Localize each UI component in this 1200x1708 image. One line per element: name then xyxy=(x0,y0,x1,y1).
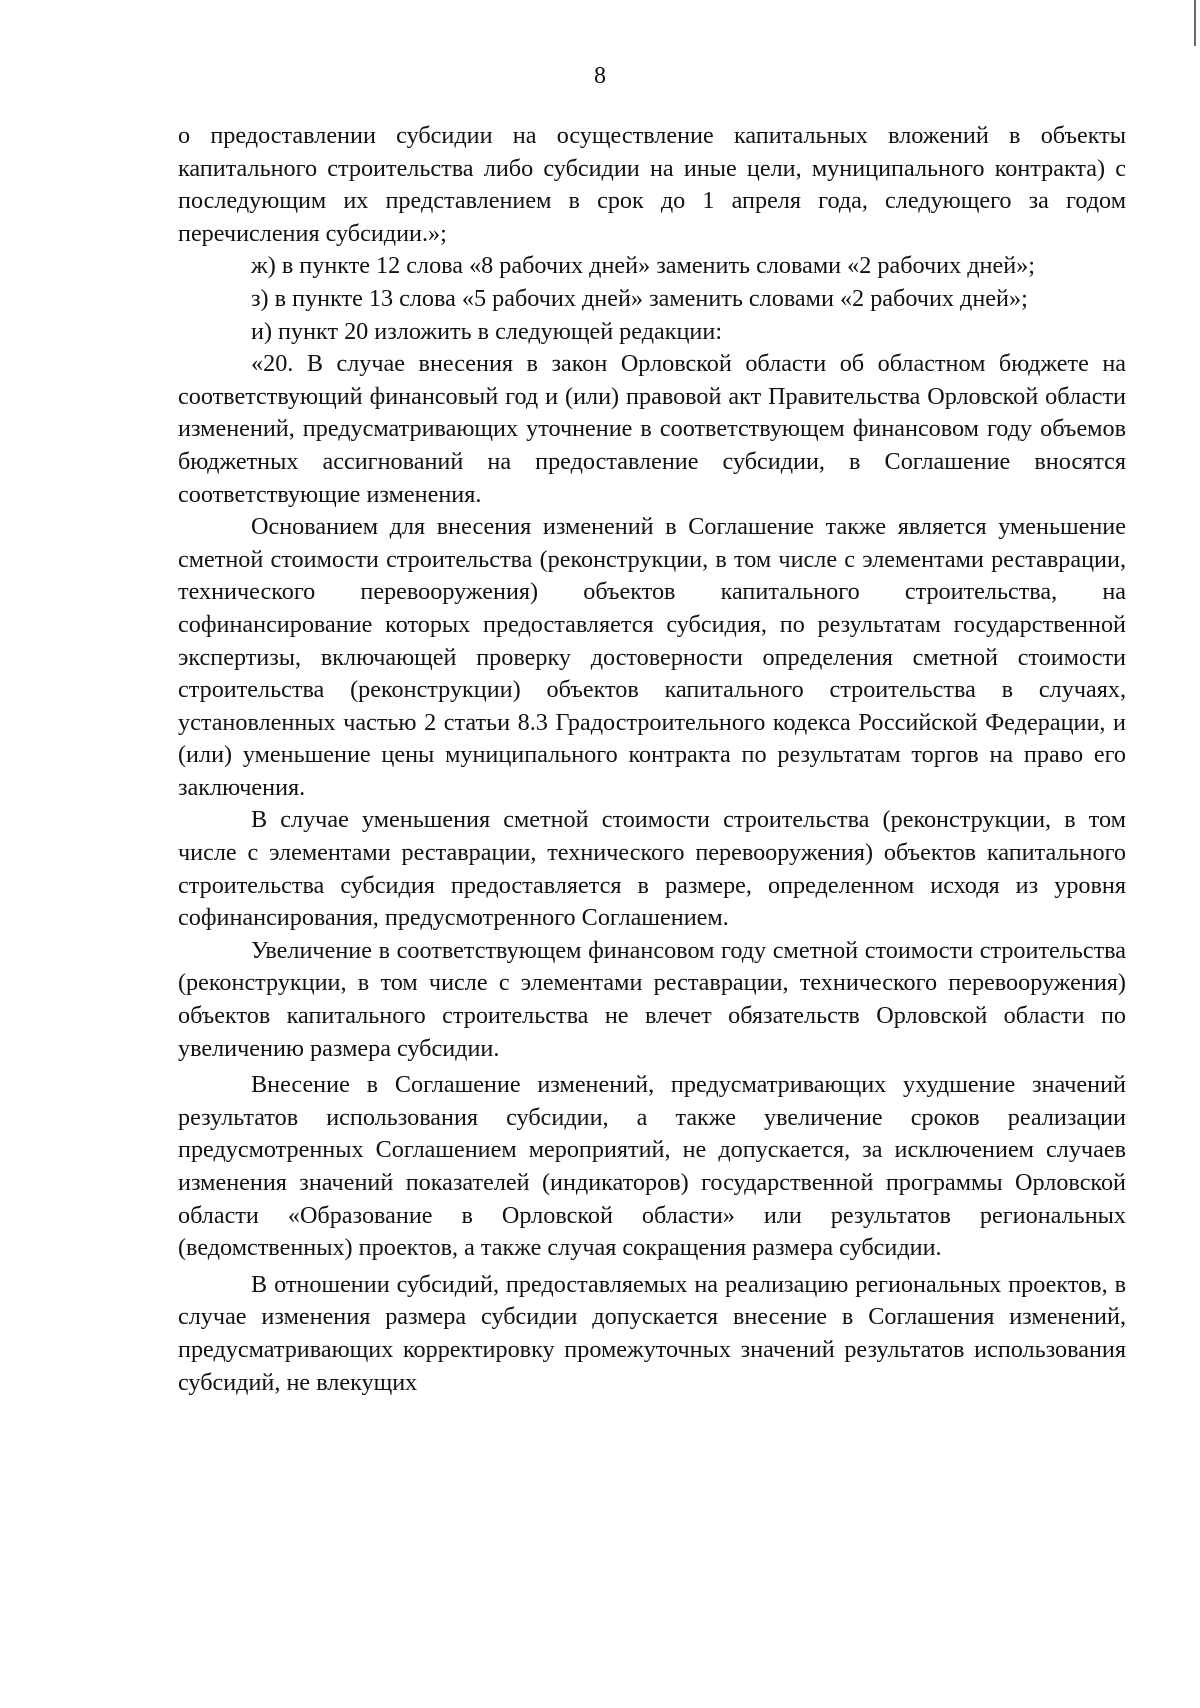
page-number: 8 xyxy=(594,63,606,89)
document-body xyxy=(178,120,1126,1399)
paragraph-cost-decrease: В случае уменьшения сметной стоимости строительства (реконструкции, в том числе с элементами реставрации, технического перевооружения) объектов капитального строительства субсидия предоставляется в размере, определенном исходя из уровня софинансирования, предусмотренного Соглашением. xyxy=(178,806,1126,932)
paragraph-item-i: и) пункт 20 изложить в следующей редакции: xyxy=(251,317,723,345)
paragraph-item-z: з) в пункте 13 слова «5 рабочих дней» заменить словами «2 рабочих дней»; xyxy=(251,284,1028,312)
paragraph-amendments: Внесение в Соглашение изменений, предусматривающих ухудшение значений результатов использования субсидии, а также увеличение сроков реализации предусмотренных Соглашением мероприятий, не допускается, за исключением случаев изменения значений показателей (индикаторов) государственной программы Орловской области «Образование в Орловской области» или результатов региональных (ведомственных) проектов, а также случая сокращения размера субсидии. xyxy=(178,1071,1126,1262)
paragraph-item-zh: ж) в пункте 12 слова «8 рабочих дней» заменить словами «2 рабочих дней»; xyxy=(251,252,1035,280)
paragraph-grounds: Основанием для внесения изменений в Соглашение также является уменьшение сметной стоимости строительства (реконструкции, в том числе с элементами реставрации, технического перевооружения) объектов капитального строительства, на софинансирование которых предоставляется субсидия, по результатам государственной экспертизы, включающей проверку достоверности определения сметной стоимости строительства (реконструкции) объектов капитального строительства в случаях, установленных частью 2 статьи 8.3 Градостроительного кодекса Российской Федерации, и (или) уменьшение цены муниципального контракта по результатам торгов на право его заключения. xyxy=(178,513,1126,801)
paragraph-continuation: о предоставлении субсидии на осуществление капитальных вложений в объекты капитального строительства либо субсидии на иные цели, муниципального контракта) с последующим их представлением в срок до 1 апреля года, следующего за годом перечисления субсидии.»; xyxy=(178,122,1126,247)
paragraph-clause-20: «20. В случае внесения в закон Орловской области об областном бюджете на соответствующий финансовый год и (или) правовой акт Правительства Орловской области изменений, предусматривающих уточнение в соответствующем финансовом году объемов бюджетных ассигнований на предоставление субсидии, в Соглашение вносятся соответствующие изменения. xyxy=(178,350,1126,508)
paragraph-regional-projects: В отношении субсидий, предоставляемых на реализацию региональных проектов, в случае изменения размера субсидии допускается внесение в Соглашения изменений, предусматривающих корректировку промежуточных значений результатов использования субсидий, не влекущих xyxy=(178,1270,1126,1396)
paragraph-cost-increase: Увеличение в соответствующем финансовом году сметной стоимости строительства (реконструкции, в том числе с элементами реставрации, технического перевооружения) объектов капитального строительства не влечет обязательств Орловской области по увеличению размера субсидии. xyxy=(178,936,1126,1062)
scan-edge-mark xyxy=(1194,0,1196,46)
